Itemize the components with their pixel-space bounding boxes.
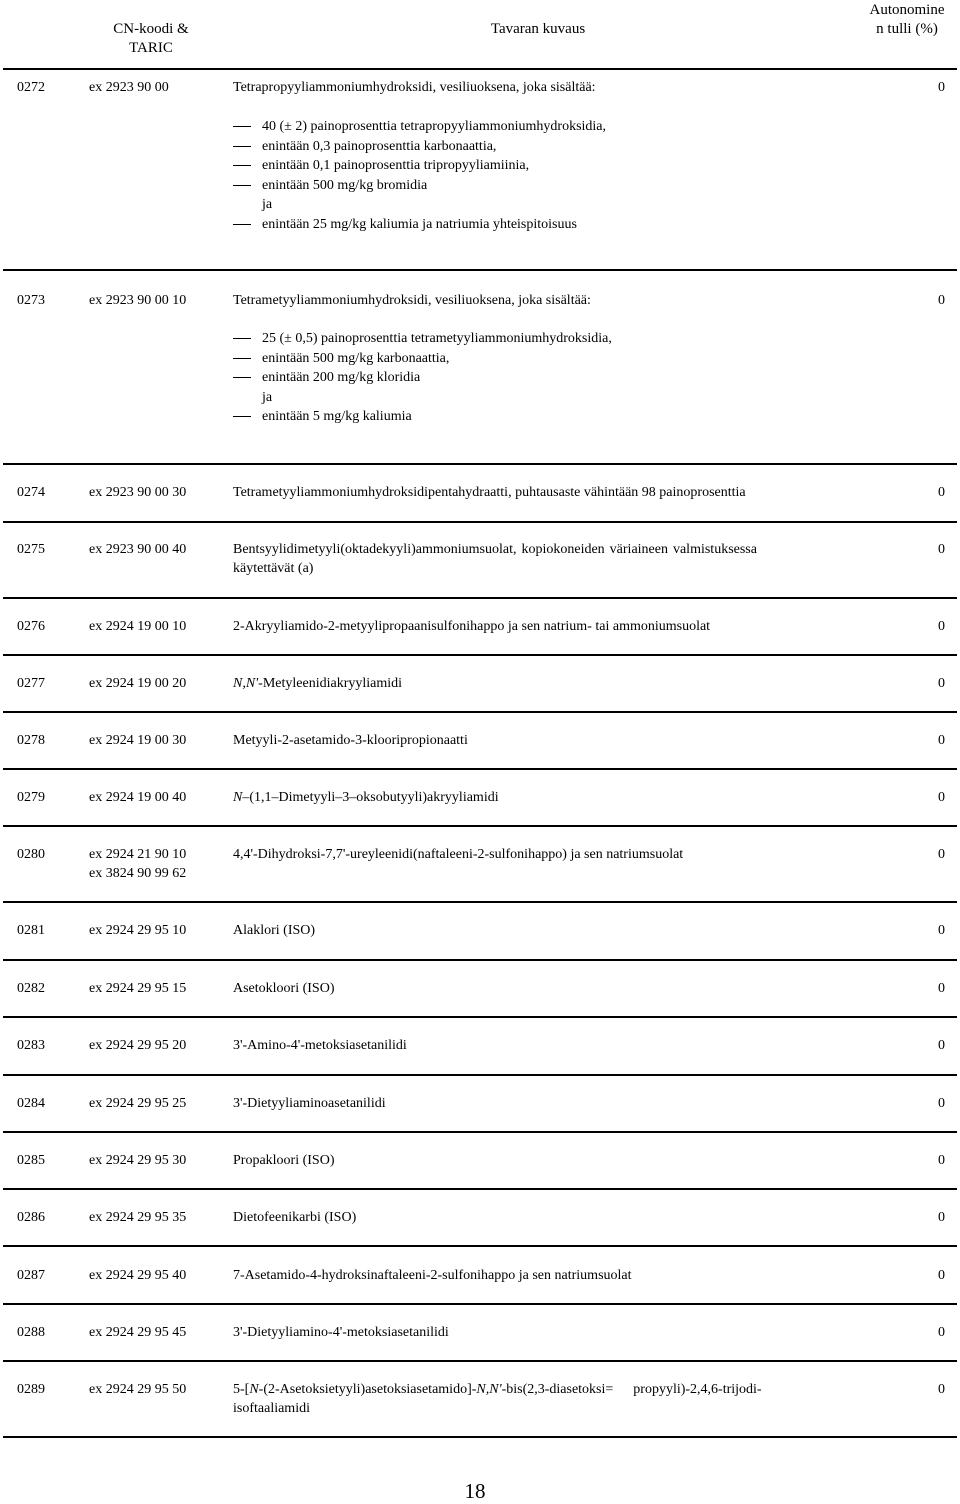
cn-code-secondary: ex 3824 90 99 62 xyxy=(89,866,187,881)
divider xyxy=(3,269,957,271)
cn-code: ex 2924 29 95 30 xyxy=(89,1153,187,1168)
divider xyxy=(3,901,957,903)
description-part: propyyli)-2,4,6-trijodi- xyxy=(633,1382,762,1397)
duty-rate: 0 xyxy=(938,923,945,938)
duty-rate: 0 xyxy=(938,1096,945,1111)
row-number: 0288 xyxy=(17,1325,45,1340)
description: Tetrametyyliammoniumhydroksidipentahydraatti, puhtausaste vähintään 98 painoprosenttia xyxy=(233,485,746,500)
duty-rate: 0 xyxy=(938,847,945,862)
description: 7-Asetamido-4-hydroksinaftaleeni-2-sulfonihappo ja sen natriumsuolat xyxy=(233,1268,632,1283)
divider xyxy=(3,597,957,599)
duty-rate: 0 xyxy=(938,485,945,500)
divider xyxy=(3,1245,957,1247)
header-cn-code-line1: CN-koodi & xyxy=(113,21,189,37)
cn-code: ex 2924 29 95 15 xyxy=(89,981,187,996)
description: 4,4'-Dihydroksi-7,7'-ureyleenidi(naftaleeni-2-sulfonihappo) ja sen natriumsuolat xyxy=(233,847,684,862)
description-part: -bis(2,3-diasetoksi= xyxy=(501,1382,614,1397)
list-item: enintään 0,1 painoprosenttia tripropyyliamiinia, xyxy=(233,156,606,176)
condition-list xyxy=(233,329,612,427)
duty-rate: 0 xyxy=(938,790,945,805)
duty-rate: 0 xyxy=(938,80,945,95)
list-item: enintään 500 mg/kg bromidia xyxy=(233,176,606,196)
duty-rate: 0 xyxy=(938,733,945,748)
row-number: 0280 xyxy=(17,847,45,862)
divider xyxy=(3,1016,957,1018)
description: 3'-Dietyyliamino-4'-metoksiasetanilidi xyxy=(233,1325,449,1340)
cn-code: ex 2924 29 95 50 xyxy=(89,1382,187,1397)
description: 2-Akryyliamido-2-metyylipropaanisulfonihappo ja sen natrium- tai ammoniumsuolat xyxy=(233,619,711,634)
cn-code: ex 2923 90 00 10 xyxy=(89,293,187,308)
duty-rate: 0 xyxy=(938,1038,945,1053)
list-item: 40 (± 2) painoprosenttia tetrapropyyliammoniumhydroksidia, xyxy=(233,117,606,137)
duty-rate: 0 xyxy=(938,619,945,634)
row-number: 0273 xyxy=(17,293,45,308)
cn-code: ex 2923 90 00 xyxy=(89,80,169,95)
description: Dietofeenikarbi (ISO) xyxy=(233,1210,357,1225)
duty-rate: 0 xyxy=(938,293,945,308)
divider xyxy=(3,959,957,961)
divider xyxy=(3,68,957,70)
row-number: 0272 xyxy=(17,80,45,95)
duty-rate: 0 xyxy=(938,1325,945,1340)
row-number: 0284 xyxy=(17,1096,45,1111)
description: Bentsyylidimetyyli(oktadekyyli)ammoniumsuolat, kopiokoneiden väriaineen valmistuksessa xyxy=(233,542,757,557)
description: Asetokloori (ISO) xyxy=(233,981,335,996)
row-number: 0281 xyxy=(17,923,45,938)
cn-code: ex 2923 90 00 40 xyxy=(89,542,187,557)
divider xyxy=(3,1360,957,1362)
cn-code: ex 2924 19 00 40 xyxy=(89,790,187,805)
row-number: 0289 xyxy=(17,1382,45,1397)
row-number: 0285 xyxy=(17,1153,45,1168)
row-number: 0277 xyxy=(17,676,45,691)
list-item: enintään 200 mg/kg kloridia xyxy=(233,368,612,388)
divider xyxy=(3,768,957,770)
divider xyxy=(3,711,957,713)
description: 3'-Amino-4'-metoksiasetanilidi xyxy=(233,1038,407,1053)
row-number: 0286 xyxy=(17,1210,45,1225)
description xyxy=(233,674,402,693)
header-rate-line1: Autonomine xyxy=(869,2,945,18)
description-italic: N,N' xyxy=(476,1382,502,1397)
divider xyxy=(3,521,957,523)
row-number: 0287 xyxy=(17,1268,45,1283)
divider xyxy=(3,654,957,656)
divider xyxy=(3,1131,957,1133)
duty-rate: 0 xyxy=(938,1268,945,1283)
description: Alaklori (ISO) xyxy=(233,923,316,938)
divider xyxy=(3,1074,957,1076)
divider xyxy=(3,1303,957,1305)
cn-code: ex 2924 29 95 45 xyxy=(89,1325,187,1340)
cn-code: ex 2924 21 90 10 xyxy=(89,847,187,862)
description-part: -(2-Asetoksietyyli)asetoksiasetamido]- xyxy=(258,1382,477,1397)
list-item: enintään 500 mg/kg karbonaattia, xyxy=(233,349,612,369)
header-description: Tavaran kuvaus xyxy=(490,21,586,37)
cn-code: ex 2924 29 95 10 xyxy=(89,923,187,938)
header-rate xyxy=(858,1,956,39)
description-part: 5-[ xyxy=(233,1382,250,1397)
cn-code: ex 2924 29 95 35 xyxy=(89,1210,187,1225)
cn-code: ex 2924 19 00 20 xyxy=(89,676,187,691)
description: 3'-Dietyyliaminoasetanilidi xyxy=(233,1096,386,1111)
description-continued: isoftaaliamidi xyxy=(233,1401,310,1416)
divider xyxy=(3,1436,957,1438)
table-header xyxy=(0,0,960,72)
duty-rate: 0 xyxy=(938,1210,945,1225)
list-item: enintään 0,3 painoprosenttia karbonaattia, xyxy=(233,137,606,157)
page-number: 18 xyxy=(464,1479,486,1503)
description-italic: N xyxy=(249,1382,259,1397)
divider xyxy=(3,1188,957,1190)
list-item: 25 (± 0,5) painoprosenttia tetrametyyliammoniumhydroksidia, xyxy=(233,329,612,349)
row-number: 0282 xyxy=(17,981,45,996)
cn-code: ex 2924 19 00 30 xyxy=(89,733,187,748)
duty-rate: 0 xyxy=(938,676,945,691)
description-italic: N,N' xyxy=(233,676,259,691)
header-cn-code xyxy=(96,20,206,58)
row-number: 0275 xyxy=(17,542,45,557)
description-italic: N xyxy=(233,790,243,805)
description: Tetrametyyliammoniumhydroksidi, vesiliuoksena, joka sisältää: xyxy=(233,293,591,308)
description-text: -Metyleenidiakryyliamidi xyxy=(258,676,403,691)
list-item: enintään 25 mg/kg kaliumia ja natriumia yhteispitoisuus xyxy=(233,215,606,235)
header-cn-code-line2: TARIC xyxy=(129,40,173,56)
list-item: ja xyxy=(262,197,273,212)
header-rate-line2: n tulli (%) xyxy=(876,21,938,37)
description: Propakloori (ISO) xyxy=(233,1153,335,1168)
row-number: 0279 xyxy=(17,790,45,805)
description xyxy=(233,1380,762,1399)
cn-code: ex 2923 90 00 30 xyxy=(89,485,187,500)
row-number: 0274 xyxy=(17,485,45,500)
cn-code: ex 2924 29 95 25 xyxy=(89,1096,187,1111)
description-text: –(1,1–Dimetyyli–3–oksobutyyli)akryyliamidi xyxy=(242,790,499,805)
list-item: ja xyxy=(262,389,273,405)
divider xyxy=(3,825,957,827)
list-item: enintään 5 mg/kg kaliumia xyxy=(233,407,612,427)
duty-rate: 0 xyxy=(938,1153,945,1168)
divider xyxy=(3,463,957,465)
condition-list xyxy=(233,117,606,234)
duty-rate: 0 xyxy=(938,542,945,557)
cn-code: ex 2924 19 00 10 xyxy=(89,619,187,634)
description: Metyyli-2-asetamido-3-klooripropionaatti xyxy=(233,733,468,748)
description-continued: käytettävät (a) xyxy=(233,561,314,576)
duty-rate: 0 xyxy=(938,981,945,996)
row-number: 0283 xyxy=(17,1038,45,1053)
row-number: 0276 xyxy=(17,619,45,634)
description xyxy=(233,788,499,807)
row-number: 0278 xyxy=(17,733,45,748)
cn-code: ex 2924 29 95 20 xyxy=(89,1038,187,1053)
cn-code: ex 2924 29 95 40 xyxy=(89,1268,187,1283)
description: Tetrapropyyliammoniumhydroksidi, vesiliuoksena, joka sisältää: xyxy=(233,80,596,95)
duty-rate: 0 xyxy=(938,1382,945,1397)
